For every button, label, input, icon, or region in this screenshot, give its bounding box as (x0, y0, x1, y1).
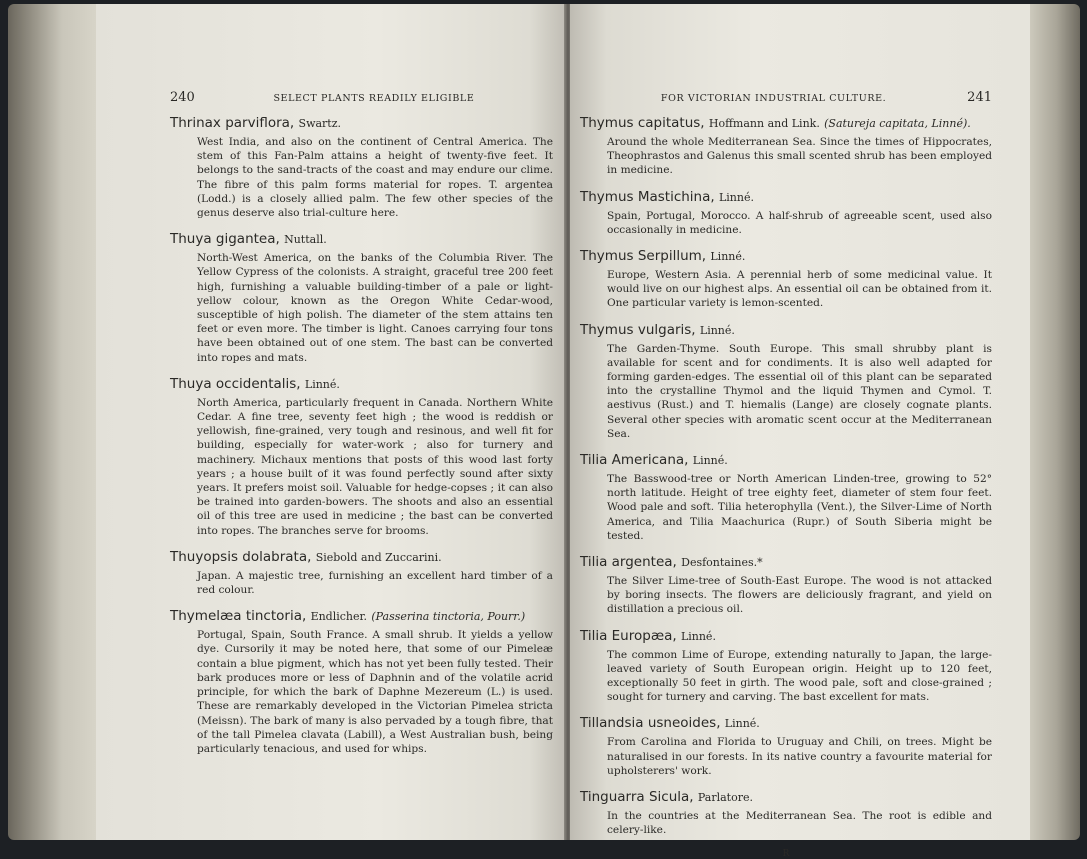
entry-name: Thymus capitatus, (580, 115, 705, 131)
entry-authority: Linné. (724, 717, 760, 731)
entry-authority: Swartz. (298, 117, 342, 130)
left-page (96, 4, 567, 840)
entry-body: From Carolina and Florida to Uruguay and Chili, on trees. Might be naturalised in our forests. In its native country a favourite material for upholsterers' work. (607, 736, 992, 777)
left-page-edges (8, 4, 98, 840)
entry-body: Japan. A majestic tree, furnishing an excellent hard timber of a red colour. (197, 569, 553, 597)
entry-body: Europe, Western Asia. A perennial herb of some medicinal value. It would live on our highest alps. An essential oil can be obtained from it. One particular variety is lemon-scented. (607, 269, 992, 310)
entry-authority: Endlicher. (310, 610, 368, 624)
right-page (570, 4, 1030, 859)
entry-body: West India, and also on the continent of Central America. The stem of this Fan-Palm attains a height of twenty-five feet. It belongs to the sand-tracts of the coast and may endure our clime. The fibre of this palm forms material for ropes. T. argentea (Lodd.) is a closely allied palm. The few other species of the genus deserve also trial-culture here. (197, 136, 553, 220)
right-page-number: 241 (967, 90, 992, 105)
entry-body: North-West America, on the banks of the Columbia River. The Yellow Cypress of the colonists. A straight, graceful tree 200 feet high, furnishing a valuable building-timber of a pale or light-yellow colour, known as the Oregon White Cedar-wood, susceptible of high polish. The diameter of the stem attains ten feet or even more. The timber is light. Canoes carrying four tons have been obtained out of one stem. The bast can be converted into ropes and mats. (197, 252, 553, 364)
entry-thymus-serpillum (580, 248, 992, 311)
entry-name: Thrinax parviflora, (170, 115, 295, 131)
entry-authority: Parlatore. (697, 791, 753, 805)
right-running-head (580, 90, 992, 105)
entry-body: The common Lime of Europe, extending naturally to Japan, the large-leaved variety of South European origin. Height up to 120 feet, exceptionally 50 feet in girth. The wood pale, soft and close-grained ; sought for turnery and carving. The bast excellent for mats. (607, 648, 992, 704)
entry-body: Spain, Portugal, Morocco. A half-shrub of agreeable scent, used also occasionally in medicine. (607, 209, 992, 236)
entry-name: Thuya gigantea, (170, 231, 280, 248)
entry-authority: Linné. (680, 629, 716, 643)
right-running-title: FOR VICTORIAN INDUSTRIAL CULTURE. (660, 93, 887, 104)
entry-authority: Hoffmann and Link. (708, 117, 820, 130)
entry-tilia-argentea (580, 554, 992, 617)
entry-name: Thymus vulgaris, (580, 321, 696, 338)
entry-tilia-americana (580, 452, 992, 543)
entry-authority: Linné. (710, 250, 746, 264)
entry-body: Around the whole Mediterranean Sea. Since the times of Hippocrates, Theophrastos and Galenus this small scented shrub has been employed in medicine. (607, 136, 992, 177)
entry-name: Tillandsia usneoides, (580, 715, 721, 732)
entry-name: Tilia Europæa, (580, 627, 677, 644)
entry-name: Tinguarra Sicula, (580, 789, 694, 806)
entry-body: The Basswood-tree or North American Linden-tree, growing to 52° north latitude. Height of tree eighty feet, diameter of stem four feet. Wood pale and soft. Tilia heterophylla (Vent.), the Silver-Lime of North America, and Tilia Maachurica (Rupr.) of South Siberia might be tested. (607, 473, 992, 542)
entry-body: North America, particularly frequent in Canada. Northern White Cedar. A fine tree, seventy feet high ; the wood is reddish or yellowish, fine-grained, very tough and resinous, and well fit for building, especially for water-work ; also for turnery and machinery. Michaux mentions that posts of this wood last forty years ; a house built of it was found perfectly sound after sixty years. It prefers moist soil. Valuable for hedge-copses ; it can also be trained into garden-bowers. The shoots and also an essential oil of this tree are used in medicine ; the bast can be converted into ropes. The branches serve for brooms. (197, 396, 553, 537)
entry-thymus-mastichina (580, 189, 992, 237)
entry-name: Thuyopsis dolabrata, (170, 548, 312, 565)
entry-thuyopsis (170, 549, 553, 597)
entry-authority: Linné. (304, 377, 340, 391)
entry-authority: Nuttall. (284, 233, 327, 247)
entry-thrinax (170, 115, 553, 220)
entry-tillandsia (580, 715, 992, 778)
entry-body: Portugal, Spain, South France. A small shrub. It yields a yellow dye. Cursorily it may be noted here, that some of our Pimeleæ contain a blue pigment, which has not yet been fully tested. Their bark produces more or less of Daphnin and of the volatile acrid principle, for which the bark of Daphne Mezereum (L.) is used. These are remarkably developed in the Victorian Pimelea stricta (Meissn). The bark of many is also pervaded by a tough fibre, that of the tall Pimelea clavata (Labill), a West Australian bush, being particularly tenacious, and used for whips. (197, 629, 553, 755)
entry-name: Thymus Serpillum, (580, 248, 707, 265)
entry-name: Thuya occidentalis, (170, 375, 301, 392)
left-page-number: 240 (170, 90, 195, 105)
entry-name: Thymus Mastichina, (580, 188, 715, 205)
entry-name: Tilia argentea, (580, 554, 677, 571)
entry-authority: Desfontaines.* (681, 556, 763, 570)
signature-mark: R (782, 848, 790, 859)
entry-thymus-capitatus (580, 115, 992, 178)
entry-tinguarra (580, 789, 992, 837)
entry-body: In the countries at the Mediterranean Sea. The root is edible and celery-like. (607, 810, 992, 837)
entry-thymus-vulgaris (580, 322, 992, 441)
entry-authority: Linné. (718, 190, 754, 204)
entry-body: The Garden-Thyme. South Europe. This small shrubby plant is available for scent and for condiments. It is also well adapted for forming garden-edges. The essential oil of this plant can be separated into the crystalline Thymol and the liquid Thymen and Cymol. T. aestivus (Rust.) and T. hiemalis (Lange) are closely cognate plants. Several other species with aromatic scent occur at the Mediterranean Sea. (607, 342, 992, 440)
entry-authority: Linné. (692, 454, 728, 468)
entry-name: Thymelæa tinctoria, (170, 608, 307, 625)
entry-thuya-occidentalis (170, 376, 553, 538)
entry-thymelaea (170, 608, 553, 756)
entry-name: Tilia Americana, (580, 452, 689, 469)
entry-body: The Silver Lime-tree of South-East Europe. The wood is not attacked by boring insects. The flowers are deliciously fragrant, and yield on distillation a precious oil. (607, 575, 992, 616)
entry-synonym: (Satureja capitata, Linné). (824, 117, 971, 130)
entry-tilia-europaea (580, 628, 992, 705)
entry-authority: Siebold and Zuccarini. (315, 550, 442, 564)
left-running-title: SELECT PLANTS READILY ELIGIBLE (273, 93, 475, 104)
entry-authority: Linné. (699, 323, 735, 337)
left-running-head (170, 90, 553, 105)
entry-synonym: (Passerina tinctoria, Pourr.) (371, 610, 526, 624)
entry-thuya-gigantea (170, 231, 553, 365)
right-page-edges (1028, 4, 1080, 840)
